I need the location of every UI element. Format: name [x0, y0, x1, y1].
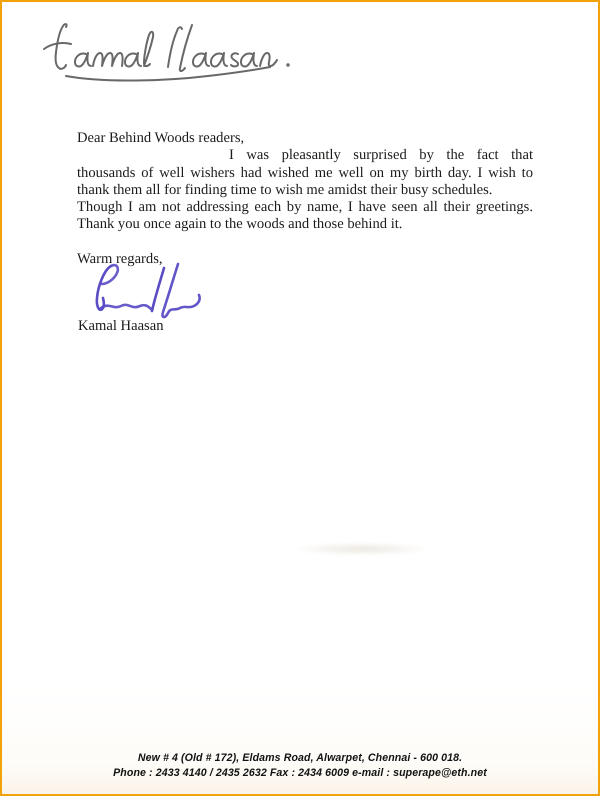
scan-smudge	[292, 542, 432, 556]
letter-body	[77, 130, 533, 268]
footer-address: New # 4 (Old # 172), Eldams Road, Alwarpet, Chennai - 600 018.	[137, 752, 463, 764]
letterhead-script	[36, 20, 304, 90]
letterhead-footer	[2, 751, 598, 780]
signature-ink-graphic	[84, 260, 218, 326]
signature-handwriting	[84, 260, 218, 326]
letter-body-line: thousands of well wishers had wished me well on my birth day. I wish to	[77, 164, 533, 181]
letter-body-line: Though I am not addressing each by name, I have seen all their greetings.	[77, 199, 533, 216]
footer-contact: Phone : 2433 4140 / 2435 2632 Fax : 2434 6009 e-mail : superape@eth.net	[113, 766, 487, 779]
letter-body-line: I was pleasantly surprised by the fact that	[229, 147, 533, 164]
letterhead-signature-graphic	[36, 20, 304, 90]
letter-body-line: Dear Behind Woods readers,	[77, 130, 245, 146]
letter-body-line: Thank you once again to the woods and those behind it.	[77, 216, 403, 233]
letter-body-line: thank them all for finding time to wish me amidst their busy schedules.	[77, 181, 493, 198]
letter-body-lines	[77, 130, 533, 234]
sender-name: Kamal Haasan	[78, 318, 164, 334]
closing-line: Warm regards,	[77, 250, 163, 267]
